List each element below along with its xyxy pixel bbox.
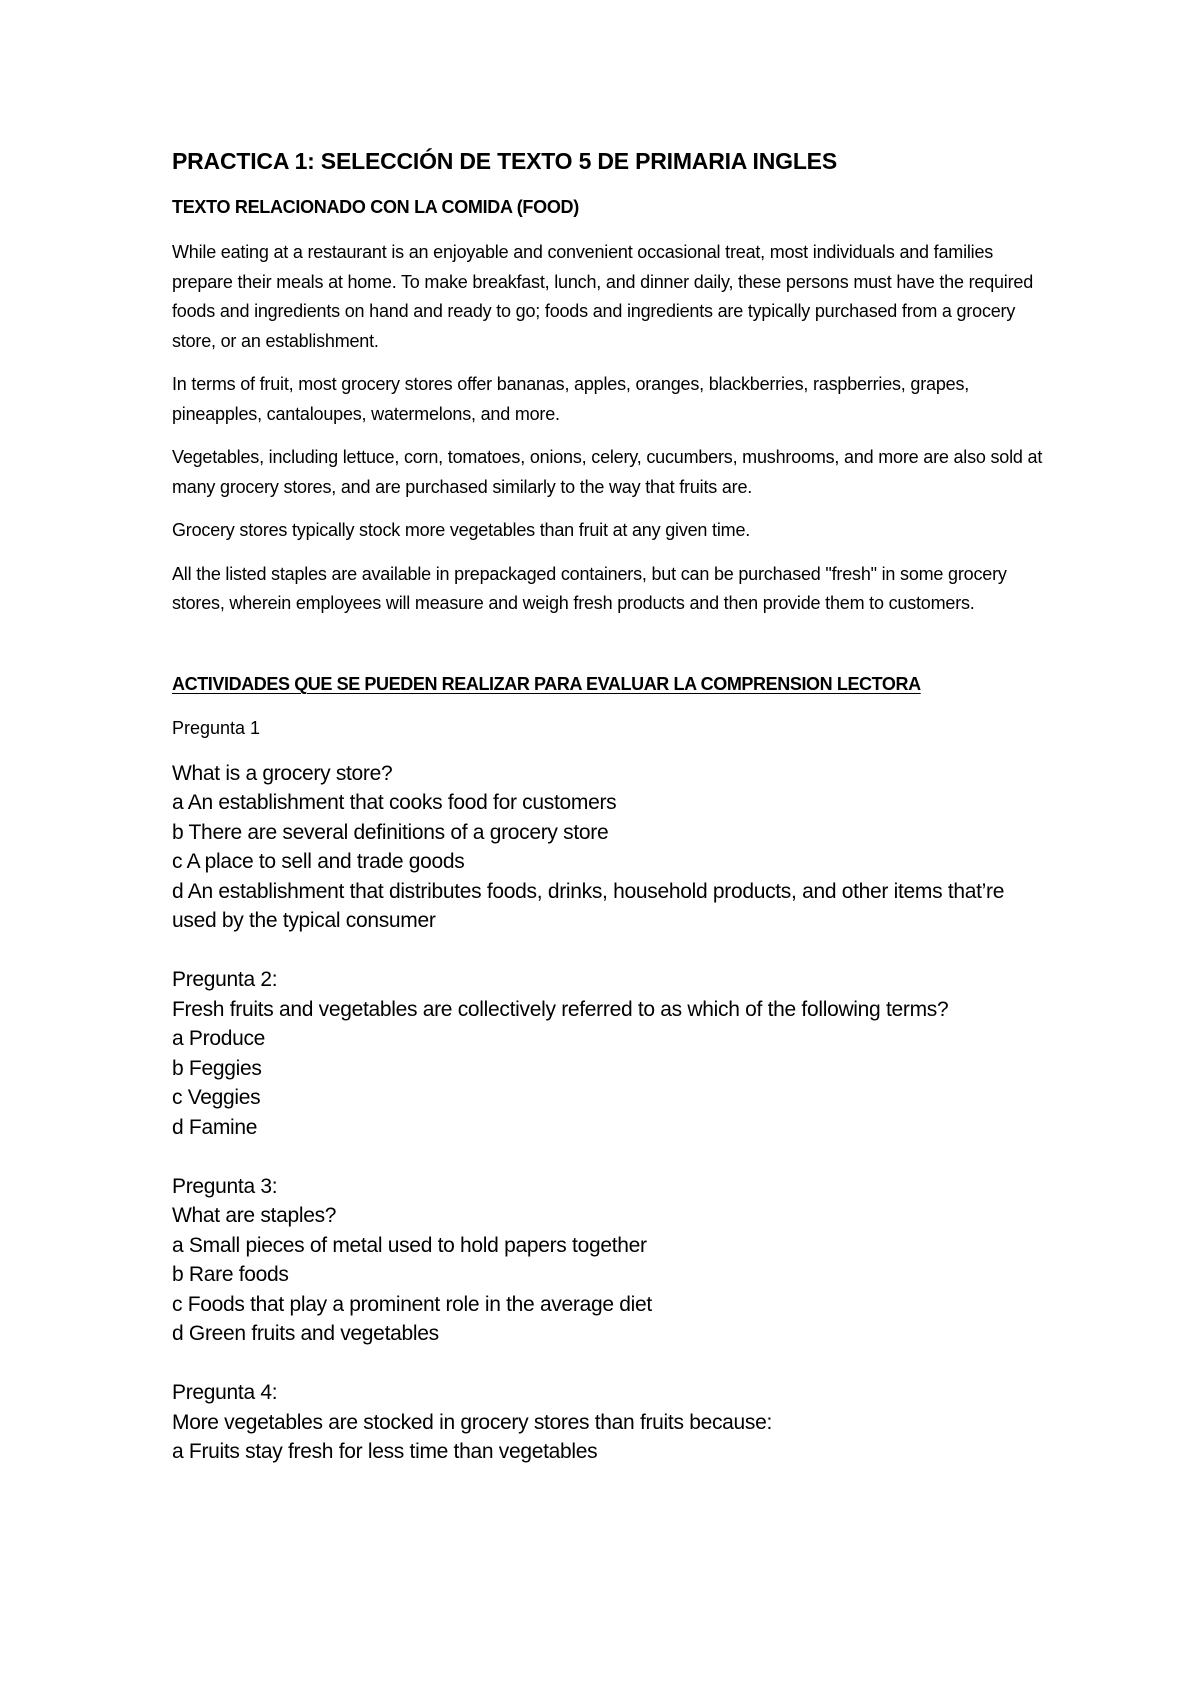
question-1-option-b: b There are several definitions of a grocery store [172,820,609,844]
question-3-option-c: c Foods that play a prominent role in the average diet [172,1292,652,1316]
question-3-option-b: b Rare foods [172,1263,289,1286]
document-content [172,146,1052,1467]
question-1-option-a: a An establishment that cooks food for customers [172,791,617,814]
question-3-option-d: d Green fruits and vegetables [172,1322,439,1345]
question-1-option-c: c A place to sell and trade goods [172,850,465,873]
document-title: PRACTICA 1: SELECCIÓN DE TEXTO 5 DE PRIMARIA INGLES [172,148,837,174]
spacer [172,1142,1052,1172]
question-2-label: Pregunta 2: [172,968,278,991]
question-4-option-a: a Fruits stay fresh for less time than vegetables [172,1440,598,1463]
document-subtitle: TEXTO RELACIONADO CON LA COMIDA (FOOD) [172,197,579,217]
question-4-text: More vegetables are stocked in grocery stores than fruits because: [172,1410,773,1434]
question-4-label: Pregunta 4: [172,1381,278,1404]
questions-block [172,759,1052,1467]
question-3-label: Pregunta 3: [172,1174,278,1198]
question-2-option-c: c Veggies [172,1086,261,1109]
question-1-option-d: d An establishment that distributes foods, drinks, household products, and other items that’re used by the typical consumer [172,879,1005,932]
activities-title: ACTIVIDADES QUE SE PUEDEN REALIZAR PARA EVALUAR LA COMPRENSION LECTORA [172,673,921,694]
paragraph-fruit: In terms of fruit, most grocery stores offer bananas, apples, oranges, blackberries, raspberries, grapes, pineapples, cantaloupes, watermelons, and more. [172,374,970,424]
question-1-text: What is a grocery store? [172,761,393,785]
question-2-option-b: b Feggies [172,1056,262,1080]
paragraph-vegetables: Vegetables, including lettuce, corn, tomatoes, onions, celery, cucumbers, mushrooms, and more are also sold at many grocery stores, and are purchased similarly to the way that fruits are. [172,447,1043,497]
paragraph-stock: Grocery stores typically stock more vegetables than fruit at any given time. [172,520,751,540]
question-2-text: Fresh fruits and vegetables are collectively referred to as which of the following terms? [172,997,949,1021]
spacer [172,1349,1052,1379]
question-3-text: What are staples? [172,1204,337,1227]
question-2-option-d: d Famine [172,1115,258,1139]
question-2-option-a: a Produce [172,1027,266,1050]
paragraph-staples: All the listed staples are available in prepackaged containers, but can be purchased "fresh" in some grocery stores, wherein employees will measure and weigh fresh products and then provide them to customers. [172,563,1007,613]
question-1-label: Pregunta 1 [172,717,261,738]
paragraph-intro: While eating at a restaurant is an enjoyable and convenient occasional treat, most individuals and families prepare their meals at home. To make breakfast, lunch, and dinner daily, these persons must have the required foods and ingredients on hand and ready to go; foods and ingredients are typically purchased from a grocery store, or an establishment. [172,242,1034,351]
question-3-option-a: a Small pieces of metal used to hold papers together [172,1233,647,1257]
spacer [172,936,1052,966]
